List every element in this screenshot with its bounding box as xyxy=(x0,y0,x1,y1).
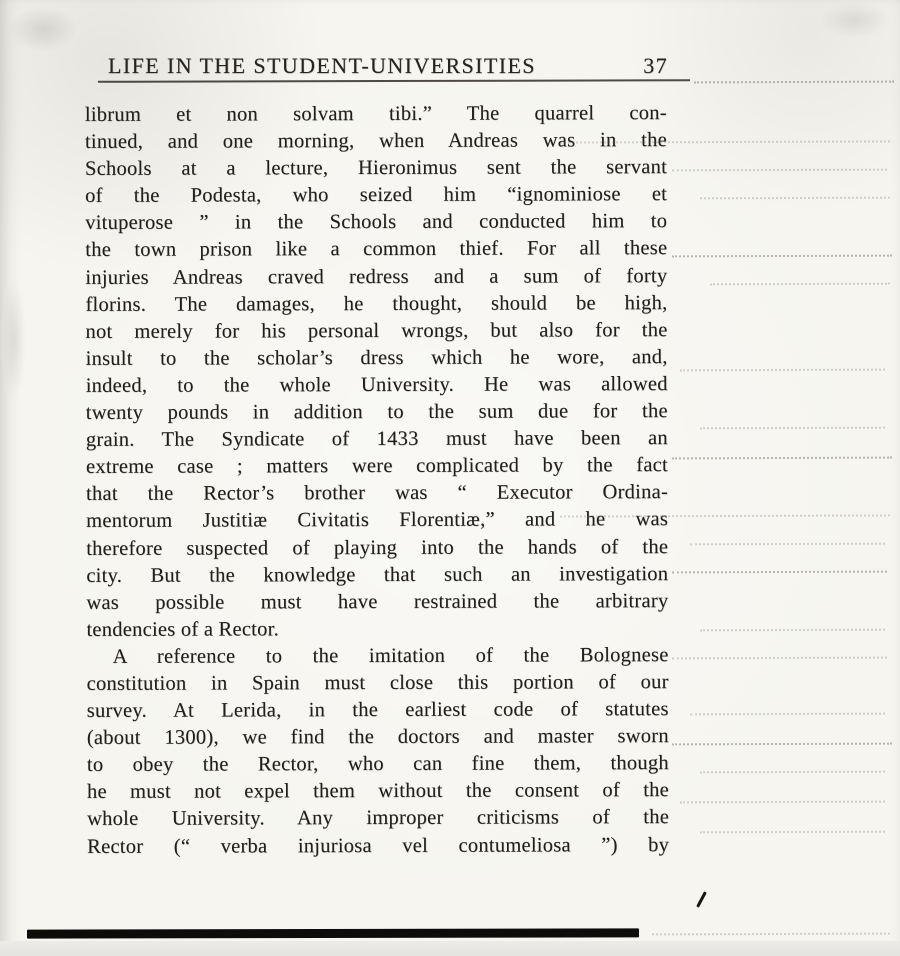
scan-dotted-line xyxy=(672,255,892,258)
text-line: tendencies of a Rector. xyxy=(86,618,279,641)
text-line: insult to the scholar’s dress which he wore, and, xyxy=(85,345,668,370)
scan-dotted-line xyxy=(672,657,887,660)
text-line: Schools at a lecture, Hieronimus sent the servant xyxy=(84,156,668,181)
scan-dotted-line xyxy=(690,713,885,716)
text-block xyxy=(85,100,669,860)
text-line: florins. The damages, he thought, should be high, xyxy=(85,291,668,316)
scan-dotted-line xyxy=(700,197,890,200)
scan-noise-blob xyxy=(2,280,26,400)
scan-noise-blob xyxy=(8,6,78,52)
text-line: to obey the Rector, who can fine them, though xyxy=(86,752,669,777)
text-line: was possible must have restrained the arbitrary xyxy=(86,589,669,614)
scan-dotted-line xyxy=(680,369,885,372)
scan-dotted-line xyxy=(652,933,890,936)
text-line: mentorum Justitiæ Civitatis Florentiæ,” and he was xyxy=(86,508,669,533)
paragraph xyxy=(85,100,669,644)
page-number: 37 xyxy=(643,53,668,78)
scan-dotted-line xyxy=(710,283,890,286)
scan-dotted-line xyxy=(700,771,885,774)
paragraph xyxy=(87,642,670,861)
text-line: extreme case ; matters were complicated by the fact xyxy=(85,454,668,479)
scan-dotted-line xyxy=(672,571,887,574)
scan-dotted-line xyxy=(700,831,885,834)
text-line: A reference to the imitation of the Bolognese xyxy=(112,643,669,668)
text-line: librum et non solvam tibi.” The quarrel con- xyxy=(84,102,667,126)
text-line: that the Rector’s brother was “ Executor Ordina- xyxy=(86,481,669,506)
text-line: survey. At Lerida, in the earliest code of statutes xyxy=(86,698,669,722)
text-line: whole University. Any improper criticisms of the xyxy=(87,806,670,831)
scan-noise-blob xyxy=(820,2,890,38)
header-rule xyxy=(98,79,690,83)
text-line: constitution in Spain must close this portion of our xyxy=(86,671,669,695)
text-line: injuries Andreas craved redress and a sum of forty xyxy=(85,264,668,289)
text-line: tinued, and one morning, when Andreas was in the xyxy=(84,129,667,154)
text-line: Rector (“ verba injuriosa vel contumeliosa ”) by xyxy=(87,833,670,858)
text-line: not merely for his personal wrongs, but also for the xyxy=(85,318,668,343)
page-bottom-edge xyxy=(0,941,900,956)
scan-dotted-line xyxy=(672,169,887,172)
text-line: therefore suspected of playing into the hands of the xyxy=(86,535,669,560)
scan-dotted-line xyxy=(700,629,885,632)
running-title: LIFE IN THE STUDENT-UNIVERSITIES xyxy=(108,53,536,78)
text-line: grain. The Syndicate of 1433 must have been an xyxy=(85,427,668,452)
scan-dotted-line xyxy=(694,81,894,84)
text-line: indeed, to the whole University. He was allowed xyxy=(85,373,668,397)
text-line: the town prison like a common thief. For all these xyxy=(85,237,668,262)
page-header xyxy=(108,53,668,79)
text-line: of the Podesta, who seized him “ignominiose et xyxy=(85,183,668,208)
scan-dotted-line xyxy=(690,543,885,546)
text-line: he must not expel them without the consent of the xyxy=(86,779,670,804)
text-line: vituperose ” in the Schools and conducted him to xyxy=(85,210,668,235)
scan-dotted-line xyxy=(700,427,885,430)
text-line: city. But the knowledge that such an investigation xyxy=(86,562,669,587)
scan-dotted-line xyxy=(560,514,890,517)
scan-dotted-line xyxy=(672,457,892,460)
text-line: (about 1300), we find the doctors and master sworn xyxy=(86,725,669,750)
scan-mark-slash xyxy=(696,891,707,907)
scan-dotted-line xyxy=(680,801,885,804)
text-line: twenty pounds in addition to the sum due for the xyxy=(85,400,668,424)
scan-black-bar xyxy=(27,928,639,938)
scan-dotted-line xyxy=(672,743,892,746)
scan-dotted-line xyxy=(560,140,890,143)
